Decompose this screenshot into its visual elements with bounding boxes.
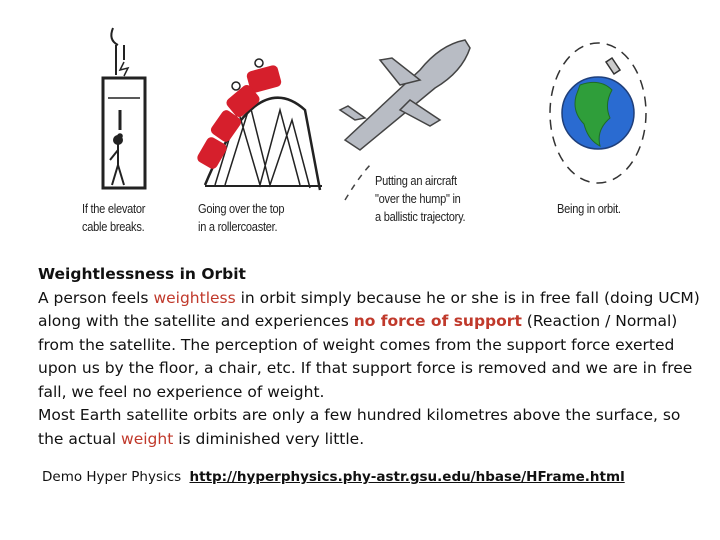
body-text — [38, 263, 703, 451]
paragraph-1-part-b: in orbit simply because he or she is in free fall (doing UCM) along with the satellite and experiences — [38, 288, 700, 330]
section-heading: Weightlessness in Orbit — [38, 265, 246, 283]
aircraft-caption-line-3: a ballistic trajectory. — [375, 209, 466, 224]
hyperphysics-link[interactable]: http://hyperphysics.phy-astr.gsu.edu/hbase/HFrame.html — [189, 469, 625, 485]
paragraph-2-part-a: Most Earth satellite orbits are only a few hundred kilometres above the surface, so the actual — [38, 406, 681, 448]
paragraph-2-part-b: is diminished very little. — [173, 429, 365, 448]
aircraft-caption-line-1: Putting an aircraft — [375, 173, 457, 188]
aircraft-caption — [375, 172, 465, 226]
paragraph-1 — [38, 287, 703, 405]
elevator-caption-line-1: If the elevator — [82, 201, 146, 216]
elevator-caption-line-2: cable breaks. — [82, 219, 145, 234]
rollercoaster-figure — [195, 59, 322, 190]
elevator-figure — [103, 28, 145, 188]
aircraft-caption-line-2: "over the hump" in — [375, 191, 461, 206]
rollercoaster-caption — [198, 200, 284, 236]
orbit-caption-line-1: Being in orbit. — [557, 201, 621, 216]
paragraph-1-part-c: (Reaction / Normal) from the satellite. The perception of weight comes from the support force exerted upon us by the floor, a chair, etc. If that support force is removed and we are in free fall, we feel no experience of weight. — [38, 312, 693, 401]
highlight-weight: weight — [121, 429, 174, 448]
orbit-caption — [557, 200, 621, 218]
orbit-figure — [550, 43, 646, 183]
paragraph-2 — [38, 404, 703, 451]
rollercoaster-caption-line-1: Going over the top — [198, 201, 285, 216]
rollercoaster-caption-line-2: in a rollercoaster. — [198, 219, 278, 234]
paragraph-1-part-a: A person feels — [38, 288, 154, 307]
highlight-weightless: weightless — [153, 288, 236, 307]
demo-label: Demo Hyper Physics — [42, 469, 182, 485]
demo-line — [42, 469, 625, 485]
highlight-no-force-of-support: no force of support — [353, 312, 522, 330]
elevator-caption — [82, 200, 145, 236]
